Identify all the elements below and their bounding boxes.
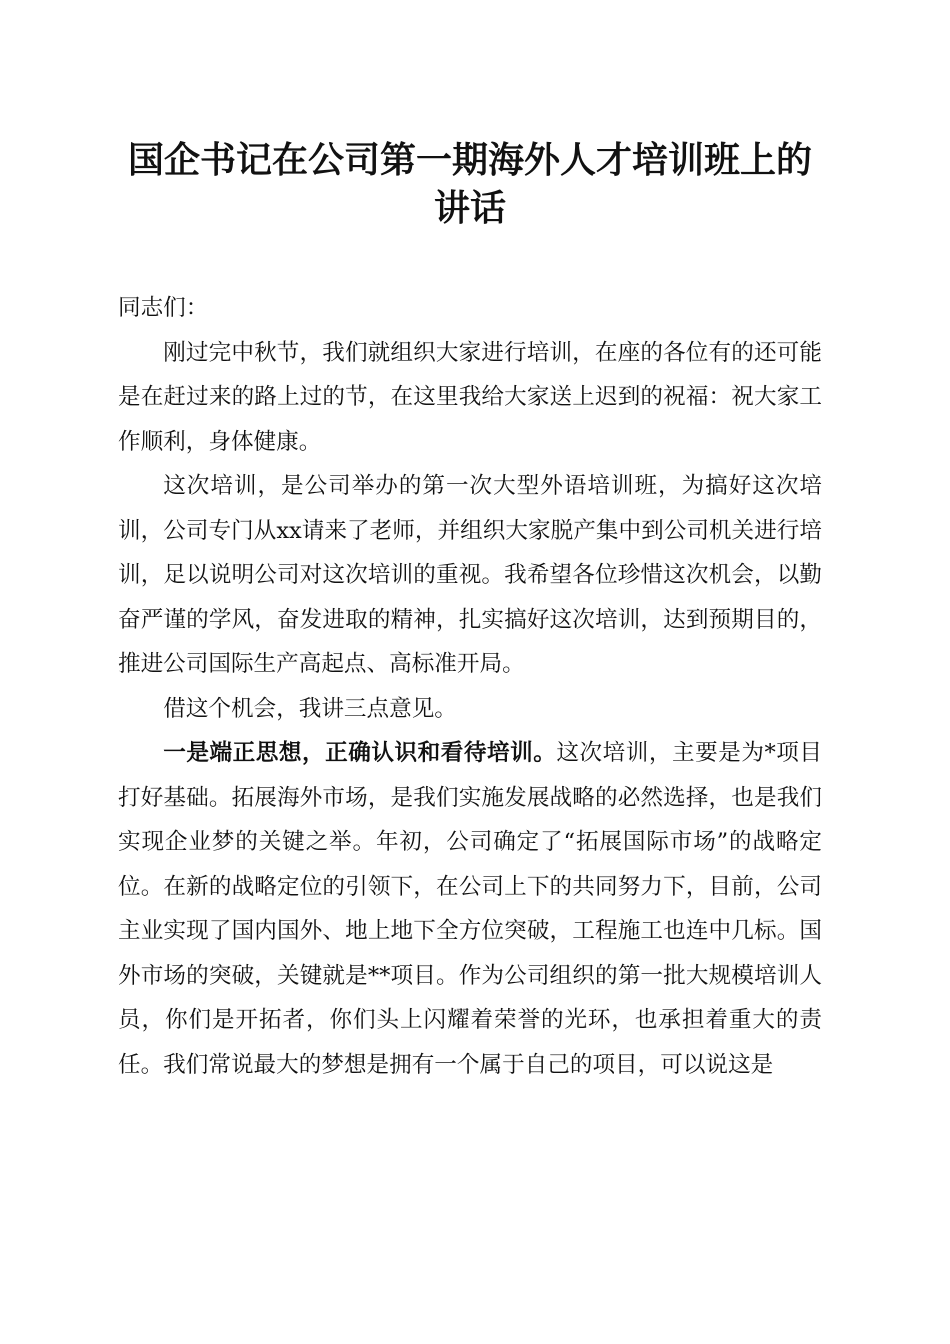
paragraph-2	[118, 464, 822, 687]
document-title: 国企书记在公司第一期海外人才培训班上的讲话	[127, 139, 812, 229]
paragraph-1	[118, 331, 822, 465]
paragraph-lead-heading: 一是端正思想，正确认识和看待培训。	[163, 740, 557, 766]
salutation: 同志们：	[118, 295, 209, 321]
paragraph-text: 这次培训，主要是为*项目打好基础。拓展海外市场，是我们实施发展战略的必然选择，也是我们实现企业梦的关键之举。年初，公司确定了“拓展国际市场”的战略定位。在新的战略定位的引领下，在公司上下的共同努力下，目前，公司主业实现了国内国外、地上地下全方位突破，工程施工也连中几标。国外市场的突破，关键就是**项目。作为公司组织的第一批大规模培训人员，你们是开拓者，你们头上闪耀着荣誉的光环，也承担着重大的责任。我们常说最大的梦想是拥有一个属于自己的项目，可以说这是	[118, 740, 823, 1078]
paragraph-text: 刚过完中秋节，我们就组织大家进行培训，在座的各位有的还可能是在赶过来的路上过的节，在这里我给大家送上迟到的祝福：祝大家工作顺利，身体健康。	[118, 339, 822, 455]
paragraph-text: 借这个机会，我讲三点意见。	[163, 695, 457, 722]
paragraph-4	[118, 731, 822, 1087]
paragraph-text: 这次培训，是公司举办的第一次大型外语培训班，为搞好这次培训，公司专门从xx请来了老师，并组织大家脱产集中到公司机关进行培训，足以说明公司对这次培训的重视。我希望各位珍惜这次机会，以勤奋严谨的学风，奋发进取的精神，扎实搞好这次培训，达到预期目的，推进公司国际生产高起点、高标准开局。	[118, 473, 822, 677]
paragraph-3	[118, 687, 822, 732]
document-body	[118, 286, 822, 1087]
